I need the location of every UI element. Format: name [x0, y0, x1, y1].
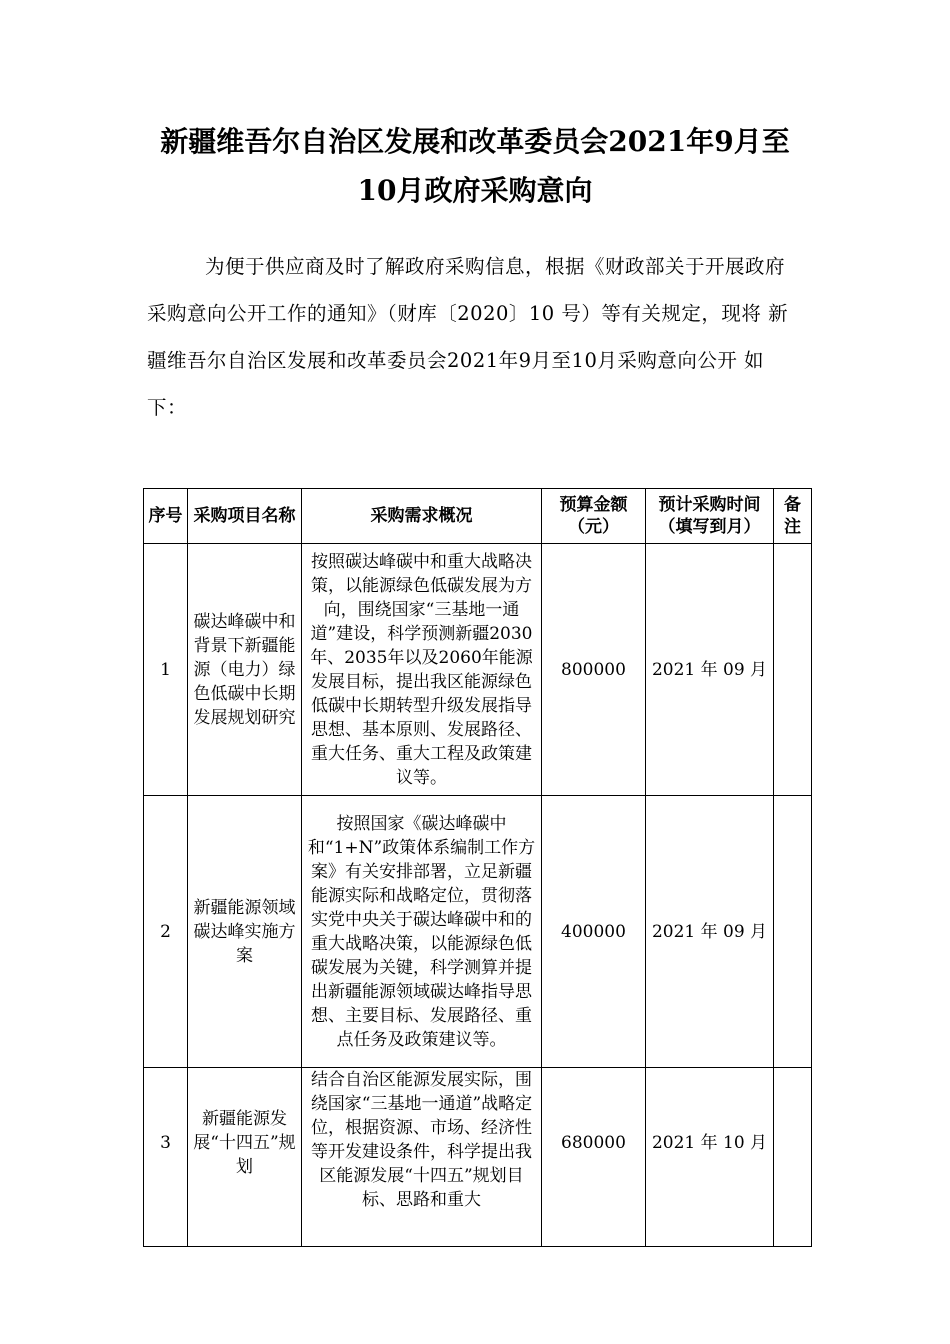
row-desc: 结合自治区能源发展实际，围绕国家“三基地一通道”战略定位，根据资源、市场、经济性等开发建设条件，科学提出我区能源发展“十四五”规划目标、思路和重大: [302, 1068, 542, 1247]
document-title-line-1: 新疆维吾尔自治区发展和改革委员会2021年9月至: [160, 125, 790, 158]
table-row: [144, 1068, 812, 1247]
row-budget: 800000: [542, 544, 646, 796]
row-name: 新疆能源领域碳达峰实施方案: [188, 796, 302, 1068]
row-seq: 2: [144, 796, 188, 1068]
row-note: [774, 796, 812, 1068]
table-row: [144, 796, 812, 1068]
row-desc: 按照国家《碳达峰碳中和“1+N”政策体系编制工作方案》有关安排部署，立足新疆能源实际和战略定位，贯彻落实党中央关于碳达峰碳中和的重大战略决策，以能源绿色低碳发展为关键，科学测算并提出新疆能源领域碳达峰指导思想、主要目标、发展路径、重点任务及政策建议等。: [302, 796, 542, 1068]
procurement-table: [143, 488, 812, 1247]
header-note: 备注: [774, 489, 812, 544]
table-row: [144, 544, 812, 796]
row-note: [774, 544, 812, 796]
document-title-line-2: 10月政府采购意向: [357, 174, 593, 207]
row-note: [774, 1068, 812, 1247]
row-seq: 3: [144, 1068, 188, 1247]
intro-paragraph: [147, 243, 802, 431]
intro-text: 为便于供应商及时了解政府采购信息，根据《财政部关于开展政府采购意向公开工作的通知》（财库〔2020〕10 号）等有关规定，现将 新疆维吾尔自治区发展和改革委员会2021年9月至10月采购意向公开 如下：: [147, 255, 789, 419]
header-desc: 采购需求概况: [302, 489, 542, 544]
row-name: 新疆能源发展“十四五”规划: [188, 1068, 302, 1247]
row-time: 2021 年 10 月: [646, 1068, 774, 1247]
header-budget: 预算金额（元）: [542, 489, 646, 544]
header-time: 预计采购时间（填写到月）: [646, 489, 774, 544]
row-time: 2021 年 09 月: [646, 544, 774, 796]
row-seq: 1: [144, 544, 188, 796]
table-header-row: [144, 489, 812, 544]
row-name: 碳达峰碳中和背景下新疆能源（电力）绿色低碳中长期发展规划研究: [188, 544, 302, 796]
row-budget: 680000: [542, 1068, 646, 1247]
row-time: 2021 年 09 月: [646, 796, 774, 1068]
row-budget: 400000: [542, 796, 646, 1068]
row-desc: 按照碳达峰碳中和重大战略决策，以能源绿色低碳发展为方向，围绕国家“三基地一通道”建设，科学预测新疆2030年、2035年以及2060年能源发展目标，提出我区能源绿色低碳中长期转型升级发展指导思想、基本原则、发展路径、重大任务、重大工程及政策建议等。: [302, 544, 542, 796]
header-name: 采购项目名称: [188, 489, 302, 544]
header-seq: 序号: [144, 489, 188, 544]
